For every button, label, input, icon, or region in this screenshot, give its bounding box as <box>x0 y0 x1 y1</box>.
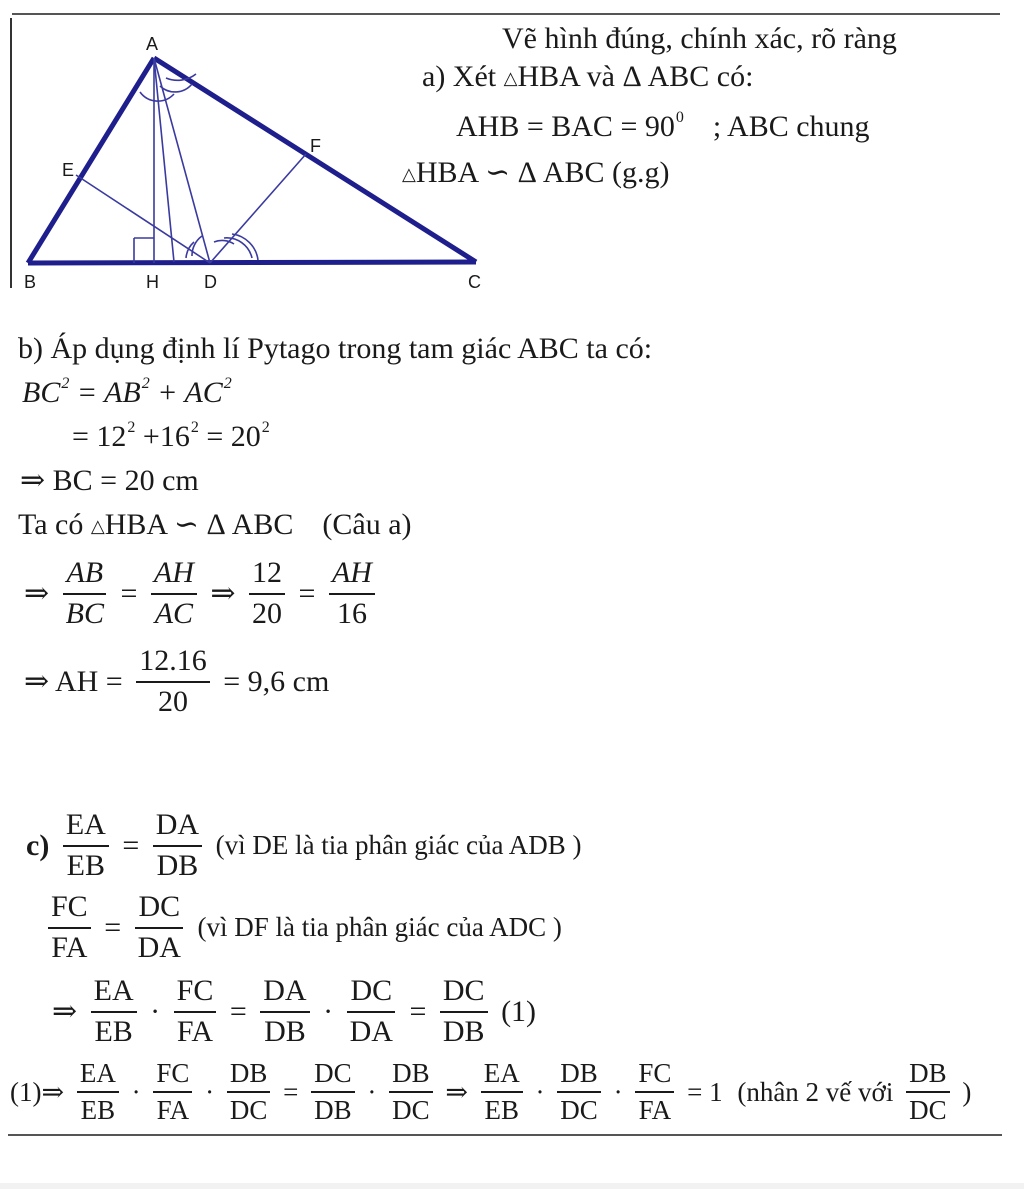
label-d: D <box>204 272 217 292</box>
part-a-hba: HBA và <box>517 60 615 93</box>
part-c-row4: (1)⇒ $\frac{EA}{EB}$ · $\frac{FC}{FA}$ · $\frac{DB}{DC}$ = $\frac{DC}{DB}$ · $\frac{DB}{DC}$ ⇒ $\frac{EA}{EB}$ · $\frac{DB}{DC}$ · $\frac{FC}{FA}$ = 1 (nhân 2 vế với $\frac{DB}{DC}$ ) <box>10 1058 972 1126</box>
triangle-icon: △ <box>402 164 416 184</box>
bottom-rule <box>8 1134 1002 1136</box>
part-a-abc: ABC có: <box>647 60 754 93</box>
label-h: H <box>146 272 159 292</box>
sim-right: ABC (g.g) <box>542 156 670 189</box>
part-b-intro: b) Áp dụng định lí Pytago trong tam giác ABC ta có: <box>18 332 653 365</box>
similarity-recall: Ta có △HBA ∽ Δ ABC (Câu a) <box>18 508 412 541</box>
top-rule <box>12 13 1000 15</box>
triangle-icon: △ <box>90 516 105 536</box>
part-a-line3 <box>402 158 669 188</box>
delta-icon: Δ <box>517 156 536 189</box>
segment-df <box>210 154 306 263</box>
triangle-icon: △ <box>503 68 518 88</box>
angle-eq: AHB = BAC = 90 <box>456 110 675 143</box>
angle-marks <box>134 74 258 263</box>
part-c-row1: c) $\frac{EA}{EB}$ = $\frac{DA}{DB}$ (vì DE là tia phân giác của ADB ) <box>26 808 582 882</box>
ratio-eq: ⇒ $\frac{AB}{BC}$ = $\frac{AH}{AC}$ ⇒ $\frac{12}{20}$ = $\frac{AH}{16}$ <box>20 556 377 631</box>
pythagoras-eq: $BC^2 = AB^2 + AC^2$ <box>22 375 232 409</box>
inner-lines <box>76 58 306 263</box>
side-ab <box>28 58 154 263</box>
label-b: B <box>24 272 37 292</box>
bc-result: ⇒ BC = 20 cm <box>20 464 199 497</box>
label-e: E <box>62 160 75 180</box>
part-a-line1 <box>422 62 753 92</box>
similar-icon: ∽ <box>485 156 511 189</box>
left-rule <box>10 18 12 288</box>
part-a-prefix: a) Xét <box>422 60 497 93</box>
part-c-row3: ⇒ $\frac{EA}{EB}$ · $\frac{FC}{FA}$ = $\frac{DA}{DB}$ · $\frac{DC}{DA}$ = $\frac{DC}{DB}$ (1) <box>52 974 537 1048</box>
abc-common: ; ABC chung <box>712 110 870 143</box>
footer-strip <box>0 1183 1024 1189</box>
label-c: C <box>468 272 481 292</box>
side-bc <box>28 262 476 263</box>
similar-icon: ∽ <box>173 508 200 541</box>
part-a-line2 <box>456 110 870 142</box>
header-note: Vẽ hình đúng, chính xác, rõ ràng <box>502 22 897 55</box>
degree-sup: 0 <box>675 109 684 126</box>
label-a: A <box>146 34 159 54</box>
delta-icon: Δ <box>622 60 641 93</box>
ah-result: ⇒ AH = $\frac{12.16}{20}$ = 9,6 cm <box>24 644 330 718</box>
sim-left: HBA <box>415 156 478 189</box>
label-f: F <box>310 136 321 156</box>
part-c-row2: $\frac{FC}{FA}$ = $\frac{DC}{DA}$ (vì DF là tia phân giác của ADC ) <box>46 890 566 965</box>
pythagoras-values: = $12^2 +16^2 = 20^2$ <box>72 419 270 453</box>
